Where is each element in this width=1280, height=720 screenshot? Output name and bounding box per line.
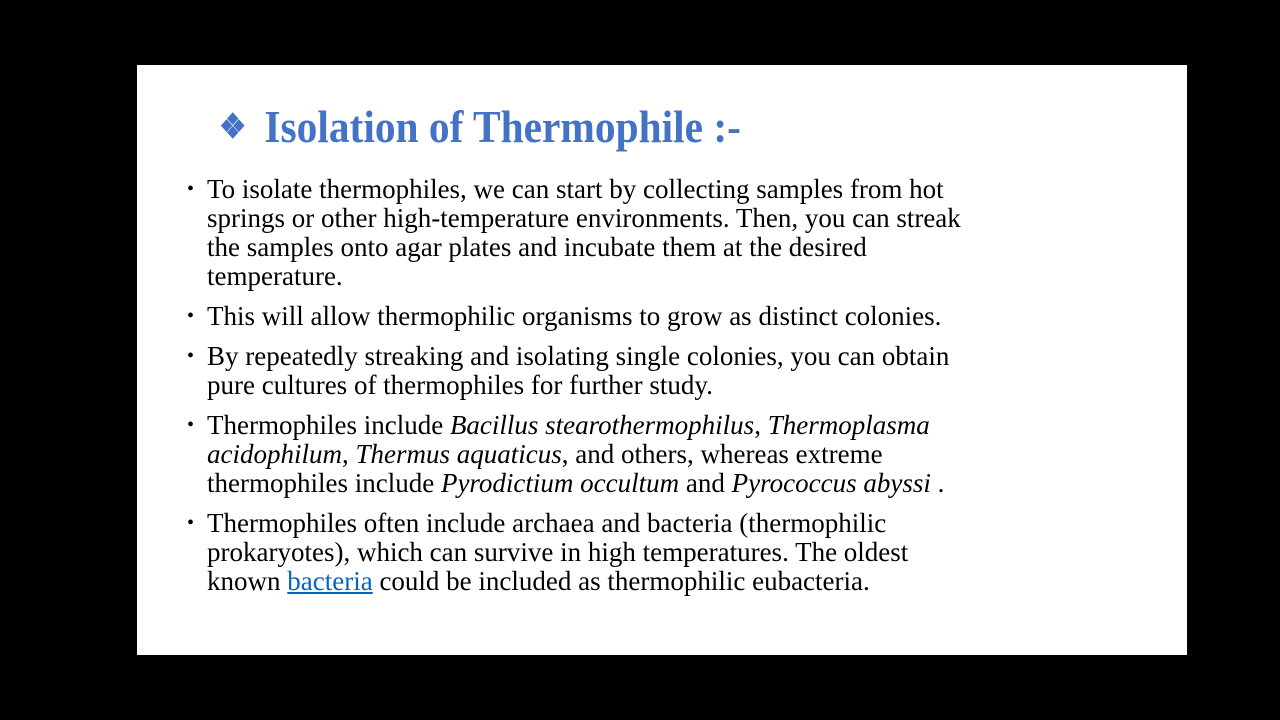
diamond-bullet-icon: ❖ (219, 109, 247, 146)
text-segment: springs or other high-temperature environments. Then, you can streak (207, 203, 961, 233)
text-segment: , (342, 439, 356, 469)
text-segment: pure cultures of thermophiles for further study. (207, 370, 713, 400)
bullet-dot-icon: • (187, 305, 195, 327)
text-segment: and (679, 468, 732, 498)
text-line (207, 411, 1147, 440)
text-line (207, 233, 1147, 262)
bullet-item (187, 342, 1147, 400)
text-line (207, 371, 1147, 400)
text-segment: could be included as thermophilic eubacteria. (372, 566, 870, 596)
bullet-item (187, 175, 1147, 291)
text-segment: temperature. (207, 261, 343, 291)
slide-title (219, 99, 741, 156)
text-segment: , and others, whereas extreme (561, 439, 883, 469)
text-segment: prokaryotes), which can survive in high temperatures. The oldest (207, 537, 909, 567)
text-segment: This will allow thermophilic organisms to grow as distinct colonies. (207, 301, 942, 331)
bullet-item (187, 509, 1147, 596)
text-line (207, 262, 1147, 291)
species-name: Thermus aquaticus (355, 439, 562, 469)
slide (137, 65, 1187, 655)
text-line (207, 342, 1147, 371)
text-line (207, 440, 1147, 469)
species-name: Bacillus stearothermophilus (449, 410, 755, 440)
bullet-dot-icon: • (187, 178, 195, 200)
slide-title-text: Isolation of Thermophile :- (264, 101, 741, 152)
bullet-dot-icon: • (187, 345, 195, 367)
species-name: Pyrodictium occultum (440, 468, 680, 498)
species-name: Thermoplasma (767, 410, 930, 440)
text-line (207, 204, 1147, 233)
text-segment: Thermophiles include (207, 410, 450, 440)
text-segment: , (754, 410, 768, 440)
text-segment: Thermophiles often include archaea and bacteria (thermophilic (207, 508, 887, 538)
bullet-dot-icon: • (187, 414, 195, 436)
text-segment: . (930, 468, 945, 498)
text-line (207, 469, 1147, 498)
slide-body (187, 175, 1147, 607)
text-line (207, 509, 1147, 538)
text-segment: thermophiles include (207, 468, 441, 498)
text-segment: the samples onto agar plates and incubate them at the desired (207, 232, 867, 262)
text-line (207, 567, 1147, 596)
bullet-item (187, 411, 1147, 498)
text-line (207, 302, 1147, 331)
text-segment: By repeatedly streaking and isolating single colonies, you can obtain (207, 341, 950, 371)
text-segment: known (207, 566, 288, 596)
text-line (207, 538, 1147, 567)
bullet-item (187, 302, 1147, 331)
species-name: acidophilum (207, 439, 342, 469)
bullet-dot-icon: • (187, 512, 195, 534)
text-segment: To isolate thermophiles, we can start by collecting samples from hot (207, 174, 944, 204)
bacteria-link[interactable]: bacteria (287, 566, 373, 596)
text-line (207, 175, 1147, 204)
species-name: Pyrococcus abyssi (731, 468, 931, 498)
